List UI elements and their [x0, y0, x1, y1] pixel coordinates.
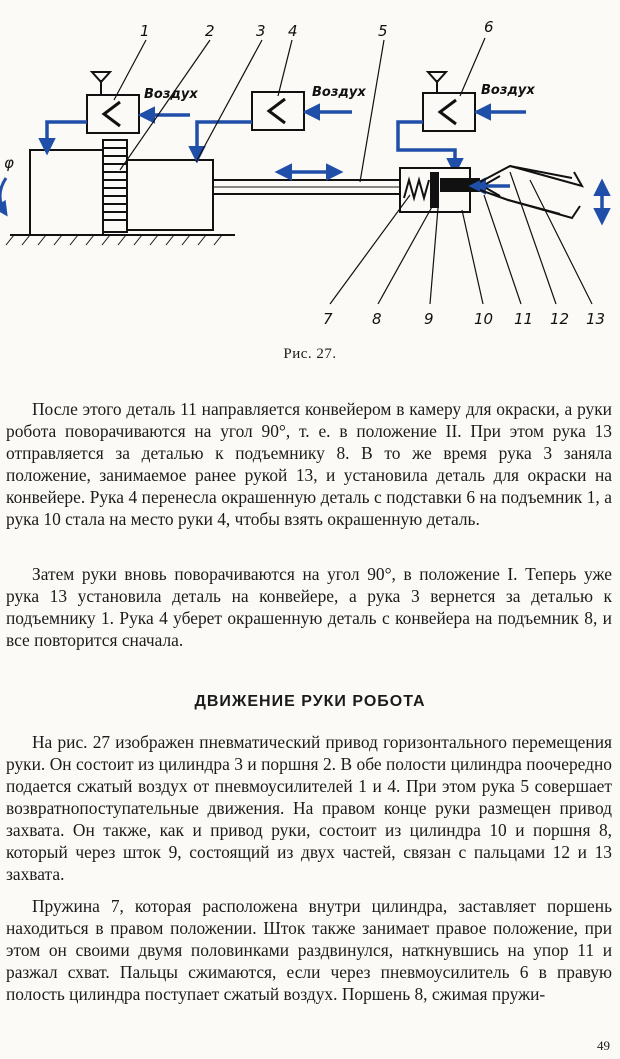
label-2: 2	[205, 22, 215, 40]
air-label-1: Воздух	[144, 87, 198, 102]
gear-2	[103, 140, 127, 232]
gripper-fingers	[480, 166, 582, 218]
label-11: 11	[514, 310, 534, 328]
label-8: 8	[372, 310, 382, 328]
air-label-6: Воздух	[481, 83, 535, 98]
left-housing	[30, 150, 103, 235]
amplifier-4	[252, 92, 304, 130]
air-label-4: Воздух	[312, 85, 366, 100]
amplifier-1	[87, 72, 139, 133]
ground-base	[6, 235, 235, 245]
label-9: 9	[424, 310, 434, 328]
piston-8	[430, 172, 439, 208]
label-7: 7	[323, 310, 333, 328]
air-line-1	[47, 122, 87, 152]
label-10: 10	[474, 310, 494, 328]
rotation-arrow	[0, 178, 6, 214]
label-3: 3	[256, 22, 266, 40]
paragraph-4: Пружина 7, которая расположена внутри цилиндра, заставляет поршень находиться в правом положении. Шток также занимает правое положение, при этом он своими двумя половинками раздвинулся, наткнувшись на упор 11 и разжал схват. Пальцы сжимаются, если через пневмоусилитель 6 в правую полость цилиндра поступает сжатый воздух. Поршень 8, сжимая пружи-	[6, 896, 612, 1004]
phi-label: φ	[4, 154, 14, 172]
label-1: 1	[140, 22, 150, 40]
section-heading: ДВИЖЕНИЕ РУКИ РОБОТА	[194, 693, 426, 710]
label-6: 6	[484, 18, 494, 36]
figure-caption: Рис. 27.	[283, 346, 337, 362]
page-number: 49	[597, 1038, 610, 1053]
paragraph-1: После этого деталь 11 направляется конвейером в камеру для окраски, а руки робота поворачиваются на угол 90°, т. е. в положение II. При этом рука 13 отправляется за деталью к подъемнику 8. В то же время рука 3 заняла положение, занимаемое ранее рукой 13, и установила деталь для окраски на конвейере. Рука 4 перенесла окрашенную деталь с подставки 6 на подъемник 1, а рука 10 стала на место руки 4, чтобы взять окрашенную деталь.	[6, 399, 612, 529]
label-12: 12	[550, 310, 570, 328]
label-5: 5	[378, 22, 388, 40]
paragraph-2: Затем руки вновь поворачиваются на угол 90°, в положение I. Теперь уже рука 13 установила деталь на конвейере, а рука 3 вернется за деталью к подъемнику 1. Рука 4 уберет окрашенную деталь с конвейера на подъемник 8, и все повторится сначала.	[6, 564, 612, 650]
gripper-cylinder-10	[400, 168, 480, 212]
amplifier-6	[423, 72, 475, 131]
pneumatic-drive-diagram	[0, 0, 620, 340]
air-line-4	[197, 122, 252, 160]
paragraph-3: На рис. 27 изображен пневматический привод горизонтального перемещения руки. Он состоит из цилиндра 3 и поршня 2. В обе полости цилиндра поочередно подается сжатый воздух от пневмоусилителей 1 и 4. При этом рука 5 совершает возвратнопоступательные движения. На правом конце руки размещен привод захвата. Он также, как и привод руки, состоит из цилиндра 10 и поршня 8, который через шток 9, состоящий из двух частей, связан с пальцами 12 и 13 захвата.	[6, 732, 612, 884]
label-4: 4	[288, 22, 298, 40]
label-13: 13	[586, 310, 606, 328]
